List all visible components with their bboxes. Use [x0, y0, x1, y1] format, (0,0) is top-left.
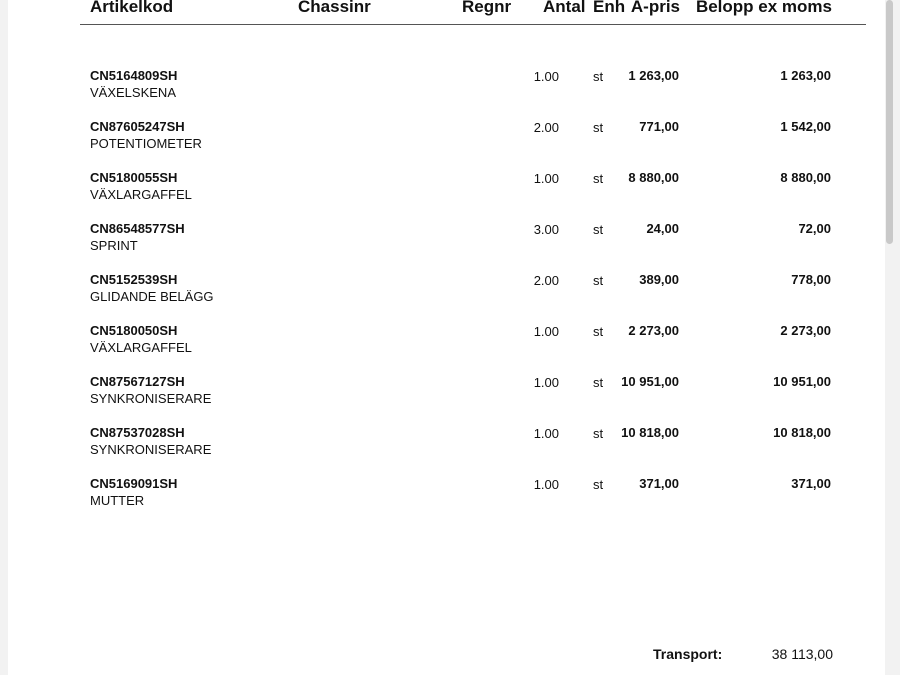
article-description: VÄXLARGAFFEL [90, 187, 192, 202]
header-divider [80, 24, 866, 25]
article-code: CN5164809SH [90, 68, 178, 83]
table-row [8, 374, 885, 414]
scrollbar-thumb[interactable] [886, 0, 893, 244]
unit: st [593, 477, 604, 492]
article-description: SYNKRONISERARE [90, 442, 212, 457]
transport-value: 38 113,00 [771, 646, 833, 662]
article-code: CN87605247SH [90, 119, 185, 134]
line-amount: 778,00 [791, 272, 831, 287]
article-description: VÄXELSKENA [90, 85, 176, 100]
quantity: 1.00 [533, 69, 559, 84]
table-row [8, 425, 885, 465]
table-row [8, 119, 885, 159]
unit-price: 8 880,00 [628, 170, 679, 185]
header-apris: A-pris [630, 0, 680, 16]
table-row [8, 221, 885, 261]
header-enh: Enh [593, 0, 626, 16]
quantity: 1.00 [533, 426, 559, 441]
line-amount: 1 263,00 [780, 68, 831, 83]
unit: st [593, 426, 604, 441]
header-antal: Antal [543, 0, 586, 16]
line-amount: 72,00 [798, 221, 831, 236]
unit-price: 771,00 [639, 119, 679, 134]
quantity: 3.00 [533, 222, 559, 237]
article-description: MUTTER [90, 493, 145, 508]
unit: st [593, 324, 604, 339]
quantity: 1.00 [533, 477, 559, 492]
unit-price: 10 951,00 [621, 374, 679, 389]
article-code: CN87537028SH [90, 425, 185, 440]
quantity: 1.00 [533, 171, 559, 186]
table-header [8, 0, 885, 22]
header-belopp: Belopp ex moms [695, 0, 832, 16]
article-code: CN87567127SH [90, 374, 185, 389]
header-regnr: Regnr [462, 0, 512, 16]
article-code: CN5180050SH [90, 323, 178, 338]
line-amount: 2 273,00 [780, 323, 831, 338]
article-code: CN5152539SH [90, 272, 178, 287]
unit-price: 1 263,00 [628, 68, 679, 83]
table-row [8, 476, 885, 516]
article-description: VÄXLARGAFFEL [90, 340, 192, 355]
unit-price: 10 818,00 [621, 425, 679, 440]
unit: st [593, 222, 604, 237]
line-amount: 10 818,00 [773, 425, 831, 440]
line-amount: 10 951,00 [773, 374, 831, 389]
table-row [8, 272, 885, 312]
transport-label: Transport: [653, 646, 723, 662]
line-amount: 371,00 [791, 476, 831, 491]
article-description: SPRINT [90, 238, 138, 253]
line-amount: 1 542,00 [780, 119, 831, 134]
unit-price: 2 273,00 [628, 323, 679, 338]
unit: st [593, 171, 604, 186]
quantity: 1.00 [533, 375, 559, 390]
unit: st [593, 120, 604, 135]
invoice-page [8, 0, 885, 675]
article-description: GLIDANDE BELÄGG [90, 289, 214, 304]
quantity: 1.00 [533, 324, 559, 339]
unit-price: 389,00 [639, 272, 679, 287]
unit: st [593, 69, 604, 84]
article-description: POTENTIOMETER [90, 136, 202, 151]
table-row [8, 68, 885, 108]
article-code: CN5169091SH [90, 476, 178, 491]
table-row [8, 323, 885, 363]
article-description: SYNKRONISERARE [90, 391, 212, 406]
unit: st [593, 375, 604, 390]
line-amount: 8 880,00 [780, 170, 831, 185]
quantity: 2.00 [533, 273, 559, 288]
header-chassinr: Chassinr [298, 0, 371, 16]
unit-price: 371,00 [639, 476, 679, 491]
table-row [8, 170, 885, 210]
header-artikelkod: Artikelkod [90, 0, 174, 16]
article-code: CN5180055SH [90, 170, 178, 185]
unit: st [593, 273, 604, 288]
quantity: 2.00 [533, 120, 559, 135]
unit-price: 24,00 [646, 221, 679, 236]
article-code: CN86548577SH [90, 221, 185, 236]
